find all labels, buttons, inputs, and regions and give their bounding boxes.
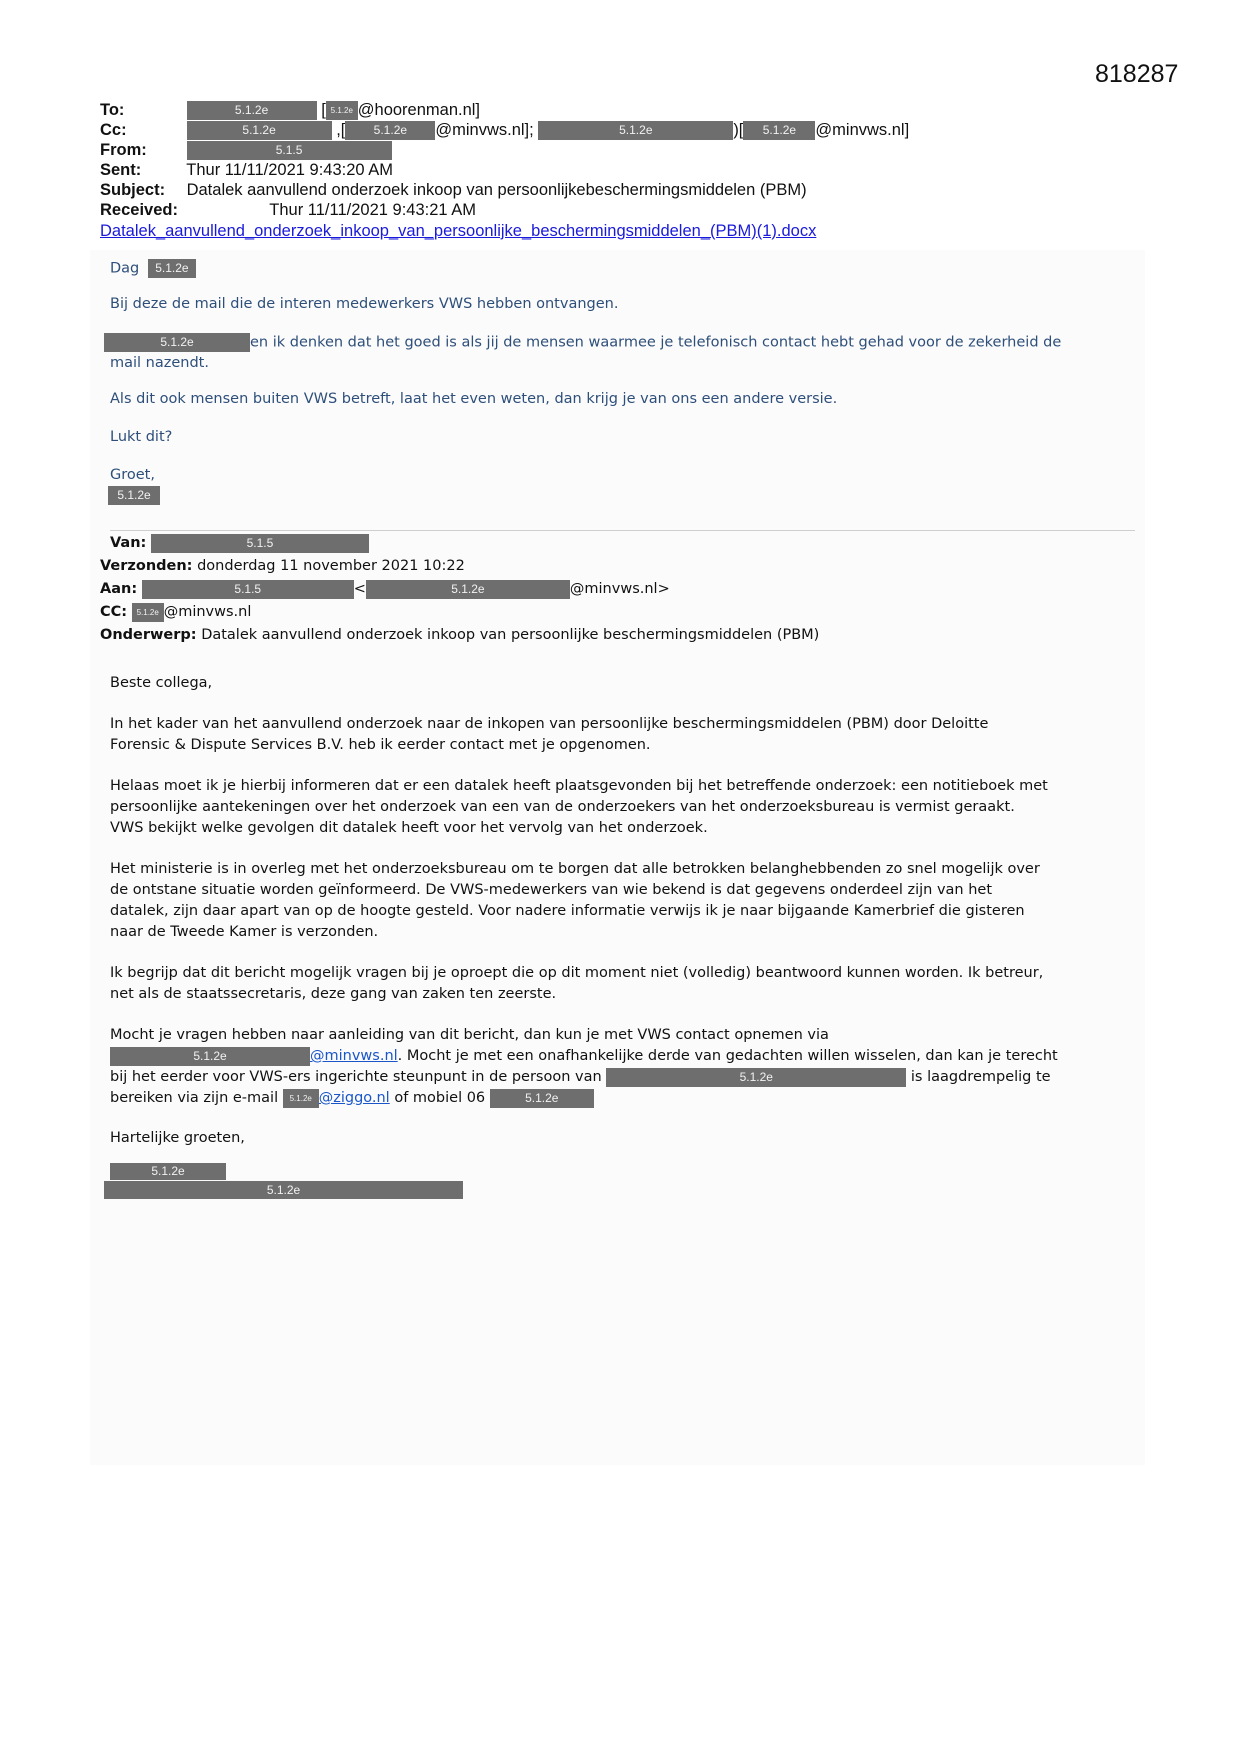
onderwerp-label: Onderwerp:: [100, 627, 197, 643]
email-link[interactable]: @ziggo.nl: [318, 1090, 390, 1106]
email-body: [90, 250, 1145, 1465]
redaction: 5.1.2e: [606, 1068, 906, 1087]
paragraph-line: Het ministerie is in overleg met het onderzoeksbureau om te borgen dat alle betrokken belanghebbenden zo snel mogelijk over: [110, 861, 1040, 877]
reply-text: en ik denken dat het goed is als jij de mensen waarmee je telefonisch contact hebt gehad voor de zekerheid de: [250, 334, 1062, 351]
verzonden-label: Verzonden:: [100, 558, 193, 574]
redaction: 5.1.2e: [104, 1181, 463, 1199]
redaction: 5.1.2e: [366, 580, 570, 599]
paragraph-line: VWS bekijkt welke gevolgen dit datalek heeft voor het vervolg van het onderzoek.: [110, 820, 708, 836]
redaction: 5.1.2e: [148, 259, 196, 278]
paragraph-line: Forensic & Dispute Services B.V. heb ik eerder contact met je opgenomen.: [110, 737, 651, 753]
redaction: 5.1.5: [151, 534, 369, 553]
redaction: 5.1.2e: [538, 121, 733, 140]
paragraph-line: Mocht je vragen hebben naar aanleiding van dit bericht, dan kun je met VWS contact opnemen via: [110, 1027, 829, 1043]
redaction: 5.1.2e: [490, 1089, 594, 1108]
paragraph-line: [110, 1046, 1058, 1067]
van-label: Van:: [110, 535, 147, 551]
redaction: 5.1.5: [187, 141, 392, 160]
paragraph: [110, 1025, 1058, 1109]
paragraph-line: naar de Tweede Kamer is verzonden.: [110, 924, 379, 940]
aan-label: Aan:: [100, 581, 138, 597]
redaction: 5.1.5: [142, 580, 354, 599]
reply-paragraph: Lukt dit?: [110, 429, 173, 445]
paragraph-line: [110, 1088, 1058, 1109]
cc-domain: @minvws.nl]: [815, 121, 910, 139]
separator: ,[: [336, 121, 346, 139]
paragraph-line: [110, 1067, 1058, 1088]
van-row: [110, 533, 369, 554]
signature: [110, 1163, 226, 1181]
to-domain: @hoorenman.nl]: [357, 101, 481, 119]
reply-paragraph: Bij deze de mail die de interen medewerkers VWS hebben ontvangen.: [110, 296, 619, 312]
paragraph-line: persoonlijke aantekeningen over het onderzoek van een van de onderzoekers van het onderzoeksbureau is vermist geraakt.: [110, 799, 1015, 815]
paragraph-line: de ontstane situatie worden geïnformeerd. De VWS-medewerkers van wie bekend is dat gegevens onderdeel zijn van het: [110, 882, 993, 898]
paragraph: [110, 776, 1048, 839]
redaction: 5.1.2e: [187, 101, 317, 120]
closing: Hartelijke groeten,: [110, 1130, 245, 1146]
cc-row: [100, 120, 909, 140]
redaction: 5.1.2e: [283, 1089, 319, 1108]
redaction: 5.1.2e: [132, 603, 164, 622]
signature: [104, 1181, 463, 1199]
subject-row: [100, 180, 807, 200]
salutation: Beste collega,: [110, 675, 213, 691]
paragraph-line: In het kader van het aanvullend onderzoek naar de inkopen van persoonlijke beschermingsmiddelen (PBM) door Deloitte: [110, 716, 989, 732]
redaction: 5.1.2e: [104, 333, 250, 352]
verzonden-row: [100, 556, 465, 577]
cc-row: [100, 602, 251, 623]
paragraph-line: Ik begrijp dat dit bericht mogelijk vragen bij je oproept die op dit moment niet (volledig) beantwoord kunnen worden. Ik betreur,: [110, 965, 1044, 981]
sent-value: Thur 11/11/2021 9:43:20 AM: [186, 161, 393, 179]
paragraph-text: of mobiel 06: [394, 1090, 486, 1106]
redaction: 5.1.2e: [108, 486, 160, 505]
redaction: 5.1.2e: [326, 101, 358, 120]
cc-label: Cc:: [100, 121, 127, 139]
paragraph-line: net als de staatssecretaris, deze gang van zaken ten zeerste.: [110, 986, 557, 1002]
paragraph-line: Helaas moet ik je hierbij informeren dat er een datalek heeft plaatsgevonden bij het betreffende onderzoek: een notitieboek met: [110, 778, 1048, 794]
cc-domain: @minvws.nl];: [435, 121, 534, 139]
reply-greeting: [110, 259, 196, 278]
cc-domain: @minvws.nl: [163, 604, 252, 620]
paragraph-text: bereiken via zijn e-mail: [110, 1090, 279, 1106]
received-value: Thur 11/11/2021 9:43:21 AM: [269, 201, 476, 219]
aan-domain: @minvws.nl>: [569, 581, 670, 597]
redaction: 5.1.2e: [110, 1047, 310, 1066]
received-label: Received:: [100, 201, 178, 219]
paragraph: [110, 714, 988, 756]
reply-paragraph-cont: mail nazendt.: [110, 355, 209, 371]
greeting-text: Dag: [110, 260, 140, 277]
sent-row: [100, 160, 393, 180]
redaction: 5.1.2e: [187, 121, 332, 140]
divider: [110, 530, 1135, 531]
reply-paragraph: Als dit ook mensen buiten VWS betreft, laat het even weten, dan krijg je van ons een andere versie.: [110, 391, 838, 407]
cc-label: CC:: [100, 604, 128, 620]
subject-label: Subject:: [100, 181, 166, 199]
redaction: 5.1.2e: [110, 1163, 226, 1180]
paragraph-text: . Mocht je met een onafhankelijke derde van gedachten willen wisselen, dan kan je terecht: [397, 1048, 1058, 1064]
sent-label: Sent:: [100, 161, 142, 179]
from-row: [100, 140, 392, 160]
signature: [108, 486, 160, 505]
to-label: To:: [100, 101, 125, 119]
aan-row: [100, 579, 670, 600]
email-link[interactable]: @minvws.nl: [310, 1048, 398, 1064]
onderwerp-value: Datalek aanvullend onderzoek inkoop van persoonlijke beschermingsmiddelen (PBM): [201, 627, 820, 643]
received-row: [100, 200, 476, 220]
paragraph: [110, 859, 1040, 943]
verzonden-value: donderdag 11 november 2021 10:22: [197, 558, 465, 574]
bracket: [: [321, 101, 326, 119]
to-row: [100, 100, 480, 120]
subject-value: Datalek aanvullend onderzoek inkoop van persoonlijkebeschermingsmiddelen (PBM): [186, 181, 807, 199]
paragraph-text: bij het eerder voor VWS-ers ingerichte steunpunt in de persoon van: [110, 1069, 602, 1085]
paragraph-line: datalek, zijn daar apart van op de hoogte gesteld. Voor nadere informatie verwijs ik je naar bijgaande Kamerbrief die gisteren: [110, 903, 1025, 919]
separator: )[: [733, 121, 744, 139]
onderwerp-row: [100, 625, 819, 646]
attachment-link[interactable]: Datalek_aanvullend_onderzoek_inkoop_van_persoonlijke_beschermingsmiddelen_(PBM)(1).docx: [100, 222, 817, 240]
reply-closing: Groet,: [110, 467, 155, 483]
document-number: 818287: [1095, 60, 1179, 88]
separator: <: [353, 581, 366, 597]
paragraph: [110, 963, 1043, 1005]
paragraph-text: is laagdrempelig te: [910, 1069, 1051, 1085]
redaction: 5.1.2e: [345, 121, 435, 140]
from-label: From:: [100, 141, 147, 159]
redaction: 5.1.2e: [743, 121, 815, 140]
reply-paragraph: [104, 333, 1061, 352]
